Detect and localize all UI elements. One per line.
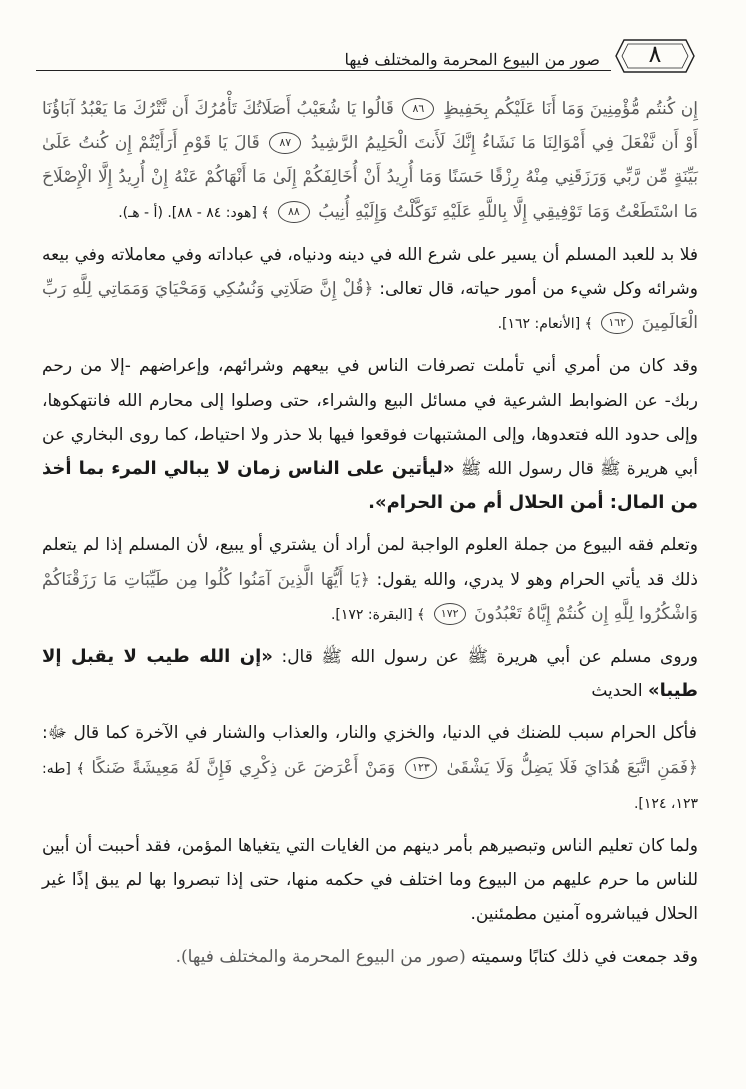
page-number: ٨ (648, 40, 662, 68)
paragraph-7 (42, 829, 698, 932)
paragraph-text: الحديث (591, 681, 643, 702)
quran-verse: قَالُوا يَا شُعَيْبُ أَصَلَاتُكَ تَأْمُرُكَ أَن نَّتْرُكَ مَا يَعْبُدُ آبَاؤُنَا أَوْ أَن نَّفْعَلَ فِي أَمْوَالِنَا مَا نَشَاءُ إِنَّكَ لَأَنتَ الْحَلِيمُ الرَّشِيدُ (42, 99, 698, 154)
quran-verse: ﴿فَمَنِ اتَّبَعَ هُدَايَ فَلَا يَضِلُّ وَلَا يَشْقَىٰ (446, 757, 698, 778)
paragraph-text: فلا بد للعبد المسلم أن يسير على شرع الله في دينه ودنياه، في عباداته وفي معاملاته وفي بيعه وشرائه وكل شيء من أمور حياته، قال تعالى: (42, 244, 698, 300)
ayah-number-marker: ١٦٢ (601, 312, 633, 334)
quran-verse: ﴿يَا أَيُّهَا الَّذِينَ آمَنُوا كُلُوا مِن طَيِّبَاتِ مَا رَزَقْنَاكُمْ وَاشْكُرُوا لِلَّهِ إِن كُنتُمْ إِيَّاهُ تَعْبُدُونَ (42, 569, 698, 624)
paragraph-text: ولما كان تعليم الناس وتبصيرهم بأمر دينهم من الغايات التي يتغياها المؤمن، فقد أحببت أن أبين للناس ما حرم عليهم من البيوع وما اختلف في حكمه منها، حتى إذا تبصروا بها لم يبق إذًا غير الحلال فيباشروه آمنين مطمئنين. (42, 836, 698, 925)
paragraph-5 (42, 640, 698, 708)
book-title-quote: (صور من البيوع المحرمة والمختلف فيها). (175, 946, 466, 967)
paragraph-1 (42, 92, 698, 230)
paragraph-3 (42, 349, 698, 520)
ayah-number-marker: ٨٧ (269, 132, 301, 154)
body-text (42, 92, 698, 982)
hadith-quote: «ليأتين على الناس زمان لا يبالي المرء بما أخذ من المال: أمن الحلال أم من الحرام». (42, 458, 698, 514)
verse-reference: ﴾ [البقرة: ١٧٢]. (330, 606, 426, 623)
paragraph-text: وتعلم فقه البيوع من جملة العلوم الواجبة لمن أراد أن يشتري أو يبيع، لأن المسلم إذا لم يتعلم ذلك قد يأتي الحرام وهو لا يدري، والله يقول: (42, 535, 698, 590)
ayah-number-marker: ٨٨ (278, 201, 310, 223)
quran-verse: وَمَنْ أَعْرَضَ عَن ذِكْرِي فَإِنَّ لَهُ مَعِيشَةً ضَنكًا (91, 757, 396, 778)
ayah-number-marker: ١٧٢ (434, 603, 466, 625)
header-rule (36, 70, 611, 71)
page-header (36, 36, 696, 76)
verse-reference: ﴾ [طه: ١٢٣، ١٢٤]. (42, 760, 698, 812)
paragraph-8 (42, 940, 698, 974)
ayah-number-marker: ٨٦ (402, 98, 434, 120)
verse-reference: ﴾ [هود: ٨٤ - ٨٨]. (أ - هـ). (118, 204, 270, 221)
quran-verse: إِن كُنتُم مُّؤْمِنِينَ وَمَا أَنَا عَلَيْكُم بِحَفِيظٍ (443, 99, 699, 119)
quran-verse: قَالَ يَا قَوْمِ أَرَأَيْتُمْ إِن كُنتُ عَلَىٰ بَيِّنَةٍ مِّن رَّبِّي وَرَزَقَنِي مِنْهُ رِزْقًا حَسَنًا وَمَا أُرِيدُ أَنْ أُخَالِفَكُمْ إِلَىٰ مَا أَنْهَاكُمْ عَنْهُ إِنْ أُرِيدُ إِلَّا الْإِصْلَاحَ مَا اسْتَطَعْتُ وَمَا تَوْفِيقِي إِلَّا بِاللَّهِ عَلَيْهِ تَوَكَّلْتُ وَإِلَيْهِ أُنِيبُ (42, 133, 698, 222)
page-number-frame (614, 36, 696, 76)
verse-reference: ﴾ [الأنعام: ١٦٢]. (497, 316, 593, 333)
paragraph-text: فأكل الحرام سبب للضنك في الدنيا، والخزي والنار، والعذاب والشنار في الآخرة كما قال ﷻ: (42, 723, 697, 744)
paragraph-text: وقد جمعت في ذلك كتابًا وسميته (465, 946, 698, 967)
paragraph-2 (42, 238, 698, 342)
ayah-number-marker: ١٢٣ (405, 757, 437, 779)
running-title: صور من البيوع المحرمة والمختلف فيها (344, 50, 600, 69)
paragraph-6 (42, 716, 698, 821)
paragraph-4 (42, 528, 698, 632)
quran-verse: ﴿قُلْ إِنَّ صَلَاتِي وَنُسُكِي وَمَحْيَايَ وَمَمَاتِي لِلَّهِ رَبِّ الْعَالَمِينَ (42, 279, 698, 334)
paragraph-text: وروى مسلم عن أبي هريرة ﷺ عن رسول الله ﷺ قال: (272, 647, 698, 668)
paragraph-text: وقد كان من أمري أني تأملت تصرفات الناس في بيعهم وشرائهم، وإعراضهم -إلا من رحم ربك- عن الضوابط الشرعية في مسائل البيع والشراء، حتى وصلوا إلى محارم الله فانتهكوها، وإلى حدود الله فتعدوها، وإلى المشتبهات فوقعوا فيها بلا حذر ولا احتياط، كما روى البخاري عن أبي هريرة ﷺ قال رسول الله ﷺ (42, 356, 699, 480)
hadith-quote: «إن الله طيب لا يقبل إلا طيبا» (42, 646, 698, 702)
